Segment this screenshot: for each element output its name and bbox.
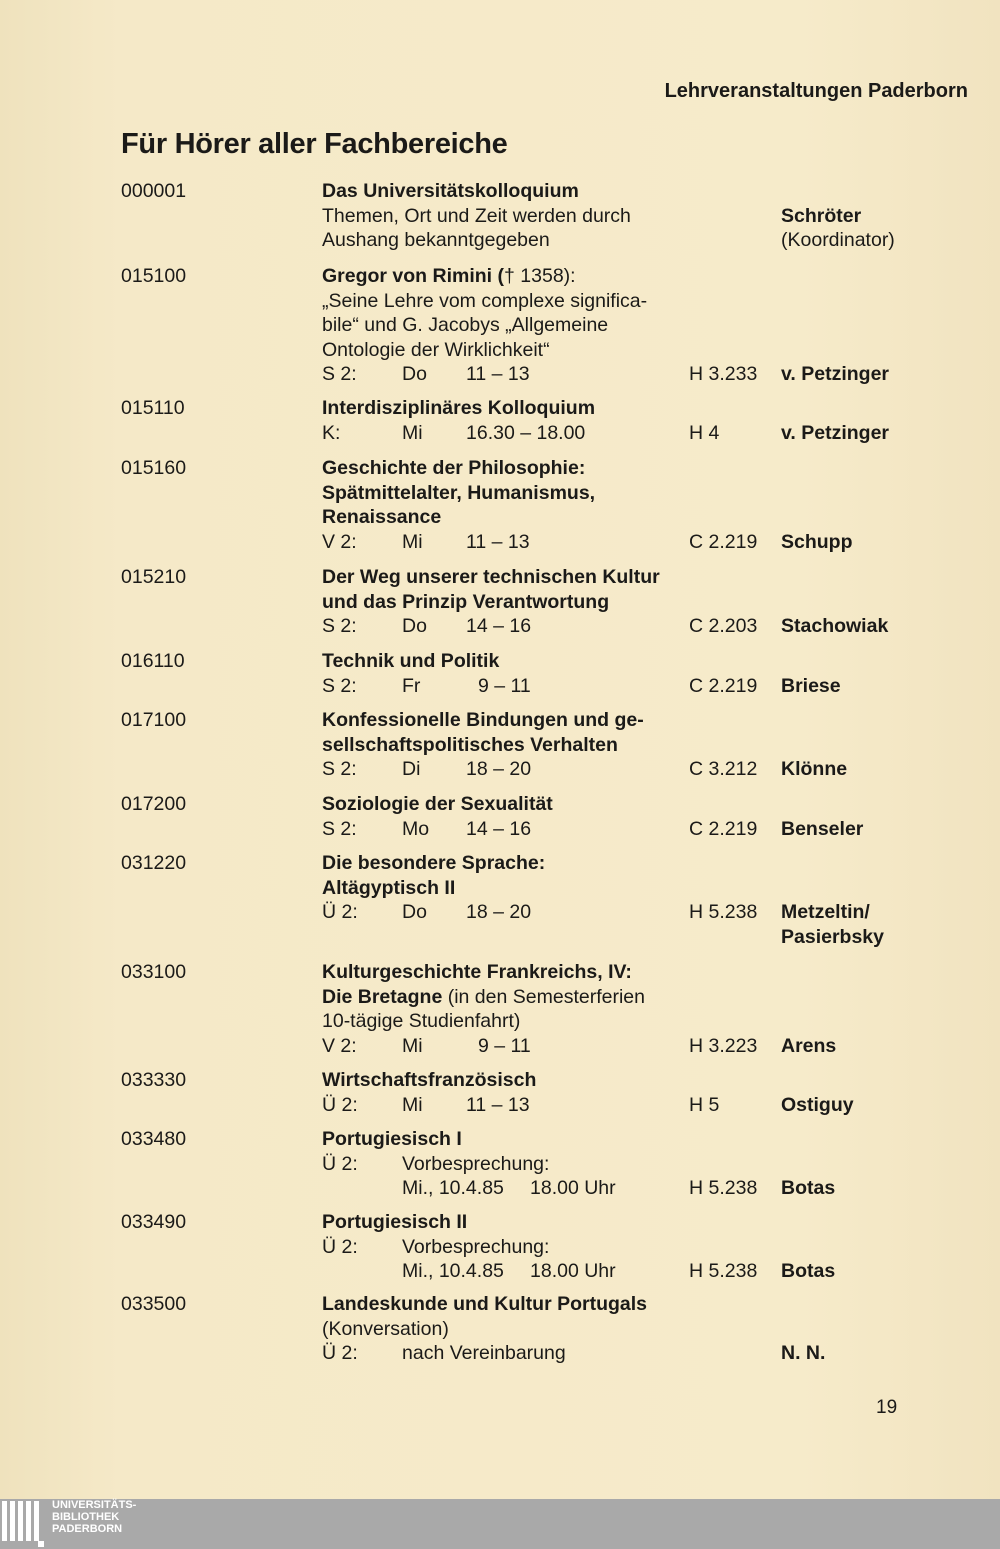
session-time: 9 – 11 [478, 1034, 531, 1057]
session-day: Mi [402, 530, 423, 553]
course-number: 033490 [121, 1211, 187, 1233]
session-day: Fr [402, 674, 421, 697]
room-number: H 5.238 [689, 901, 758, 923]
course-number: 033330 [121, 1069, 187, 1091]
course-title-text: † 1358): [504, 265, 576, 287]
course-number: 015210 [121, 566, 187, 588]
session-note: Vorbesprechung: [402, 1235, 550, 1258]
logo-line: BIBLIOTHEK [52, 1511, 120, 1523]
course-title-line: Wirtschaftsfranzösisch [322, 1069, 537, 1091]
lecturer-name: Metzeltin/ [781, 901, 870, 923]
lecturer-name: Arens [781, 1034, 837, 1057]
room-number: H 4 [689, 421, 720, 444]
course-title-line: Altägyptisch II [322, 876, 456, 899]
session-type: Ü 2: [322, 1342, 358, 1364]
session-type: S 2: [322, 363, 357, 385]
course-title-bold: Gregor von Rimini ( [322, 265, 505, 287]
course-description-line: Aushang bekanntgegeben [322, 229, 550, 251]
session-time: 18 – 20 [466, 901, 532, 923]
course-description-line: (Konversation) [322, 1317, 449, 1340]
session-type: Ü 2: [322, 1235, 358, 1258]
lecturer-name: Botas [781, 1260, 836, 1282]
lecturer-name: v. Petzinger [781, 421, 890, 444]
session-type: Ü 2: [322, 1152, 358, 1175]
session-note: nach Vereinbarung [402, 1342, 566, 1364]
course-number: 016110 [121, 650, 185, 672]
library-logo-icon [2, 1501, 44, 1547]
room-number: C 2.219 [689, 674, 758, 697]
course-title-line: Renaissance [322, 506, 442, 528]
session-type: Ü 2: [322, 1093, 358, 1116]
lecturer-name: Botas [781, 1177, 836, 1199]
lecturer-role: (Koordinator) [781, 229, 895, 251]
course-description-line: Ontologie der Wirklichkeit“ [322, 338, 550, 361]
course-title-line [322, 264, 576, 289]
session-time: 9 – 11 [478, 674, 531, 697]
course-title-line: sellschaftspolitisches Verhalten [322, 733, 618, 756]
course-description-line: Themen, Ort und Zeit werden durch [322, 204, 631, 227]
session-type: S 2: [322, 615, 357, 637]
course-title-text: (in den Semesterferien [442, 985, 645, 1008]
course-number: 031220 [121, 852, 187, 874]
lecturer-name: Ostiguy [781, 1093, 854, 1116]
course-title-line: Konfessionelle Bindungen und ge- [322, 709, 644, 731]
room-number: H 3.233 [689, 363, 758, 385]
course-number: 033100 [121, 961, 187, 983]
section-title: Für Hörer aller Fachbereiche [121, 128, 508, 160]
course-number: 000001 [121, 180, 187, 202]
course-title-line: Portugiesisch II [322, 1211, 468, 1233]
room-number: C 3.212 [689, 758, 758, 780]
lecturer-name: Benseler [781, 817, 864, 840]
course-number: 017100 [121, 709, 187, 731]
session-time: 11 – 13 [466, 363, 530, 385]
course-title-line: Der Weg unserer technischen Kultur [322, 566, 660, 588]
lecturer-name: Schupp [781, 530, 853, 553]
course-number: 033480 [121, 1128, 187, 1150]
course-title-line: Soziologie der Sexualität [322, 793, 553, 815]
course-number: 015100 [121, 265, 187, 287]
logo-line: PADERBORN [52, 1523, 123, 1535]
course-description-line: „Seine Lehre vom complexe significa- [322, 289, 648, 312]
session-type: Ü 2: [322, 901, 358, 923]
lecturer-name: Pasierbsky [781, 925, 884, 948]
course-description-line: bile“ und G. Jacobys „Allgemeine [322, 314, 609, 336]
session-date: Mi., 10.4.85 [402, 1177, 504, 1199]
session-type: S 2: [322, 817, 357, 840]
room-number: C 2.219 [689, 817, 758, 840]
course-number: 015160 [121, 457, 187, 479]
session-day: Mi [402, 1093, 423, 1116]
course-number: 033500 [121, 1293, 187, 1315]
session-time: 18 – 20 [466, 758, 532, 780]
course-title-line: Landeskunde und Kultur Portugals [322, 1293, 648, 1315]
session-day: Do [402, 363, 427, 385]
course-title-bold: Die Bretagne [322, 985, 443, 1008]
logo-line: UNIVERSITÄTS- [52, 1499, 137, 1511]
page-number: 19 [876, 1397, 898, 1418]
room-number: H 3.223 [689, 1034, 758, 1057]
room-number: H 5.238 [689, 1260, 758, 1282]
session-time: 18.00 Uhr [530, 1177, 616, 1199]
course-title-line: Geschichte der Philosophie: [322, 457, 586, 479]
running-head: Lehrveranstaltungen Paderborn [664, 80, 968, 102]
course-description-line: 10-tägige Studienfahrt) [322, 1010, 521, 1032]
session-type: S 2: [322, 674, 357, 697]
session-type: V 2: [322, 530, 357, 553]
session-day: Mo [402, 817, 430, 840]
session-day: Mi [402, 421, 423, 444]
session-day: Do [402, 615, 427, 637]
library-footer-bar [0, 1499, 1000, 1549]
room-number: H 5 [689, 1093, 720, 1116]
session-time: 11 – 13 [466, 530, 530, 553]
session-note: Vorbesprechung: [402, 1152, 550, 1175]
course-title-line: Kulturgeschichte Frankreichs, IV: [322, 961, 632, 983]
course-title-line: Technik und Politik [322, 650, 500, 672]
course-title-line: Interdisziplinäres Kolloquium [322, 397, 596, 419]
session-type: V 2: [322, 1034, 357, 1057]
lecturer-name: Schröter [781, 204, 862, 227]
room-number: C 2.203 [689, 615, 758, 637]
session-time: 18.00 Uhr [530, 1260, 616, 1282]
session-day: Mi [402, 1034, 423, 1057]
session-time: 11 – 13 [466, 1093, 530, 1116]
course-title-line: Portugiesisch I [322, 1128, 462, 1150]
lecturer-name: Stachowiak [781, 615, 889, 637]
lecturer-name: Briese [781, 674, 841, 697]
course-title-line: Das Universitätskolloquium [322, 180, 579, 202]
course-title-line [322, 985, 645, 1010]
course-number: 017200 [121, 793, 187, 815]
room-number: C 2.219 [689, 530, 758, 553]
session-type: S 2: [322, 758, 357, 780]
session-time: 16.30 – 18.00 [466, 421, 586, 444]
session-day: Di [402, 758, 421, 780]
session-date: Mi., 10.4.85 [402, 1260, 504, 1282]
course-title-line: und das Prinzip Verantwortung [322, 590, 610, 613]
room-number: H 5.238 [689, 1177, 758, 1199]
session-time: 14 – 16 [466, 817, 532, 840]
lecturer-name: Klönne [781, 758, 848, 780]
course-number: 015110 [121, 397, 185, 419]
session-time: 14 – 16 [466, 615, 532, 637]
library-logo-text [52, 1499, 136, 1535]
lecturer-name: v. Petzinger [781, 363, 890, 385]
session-type: K: [322, 421, 341, 444]
lecturer-name: N. N. [781, 1342, 826, 1364]
course-title-line: Spätmittelalter, Humanismus, [322, 481, 596, 504]
session-day: Do [402, 901, 427, 923]
course-title-line: Die besondere Sprache: [322, 852, 546, 874]
